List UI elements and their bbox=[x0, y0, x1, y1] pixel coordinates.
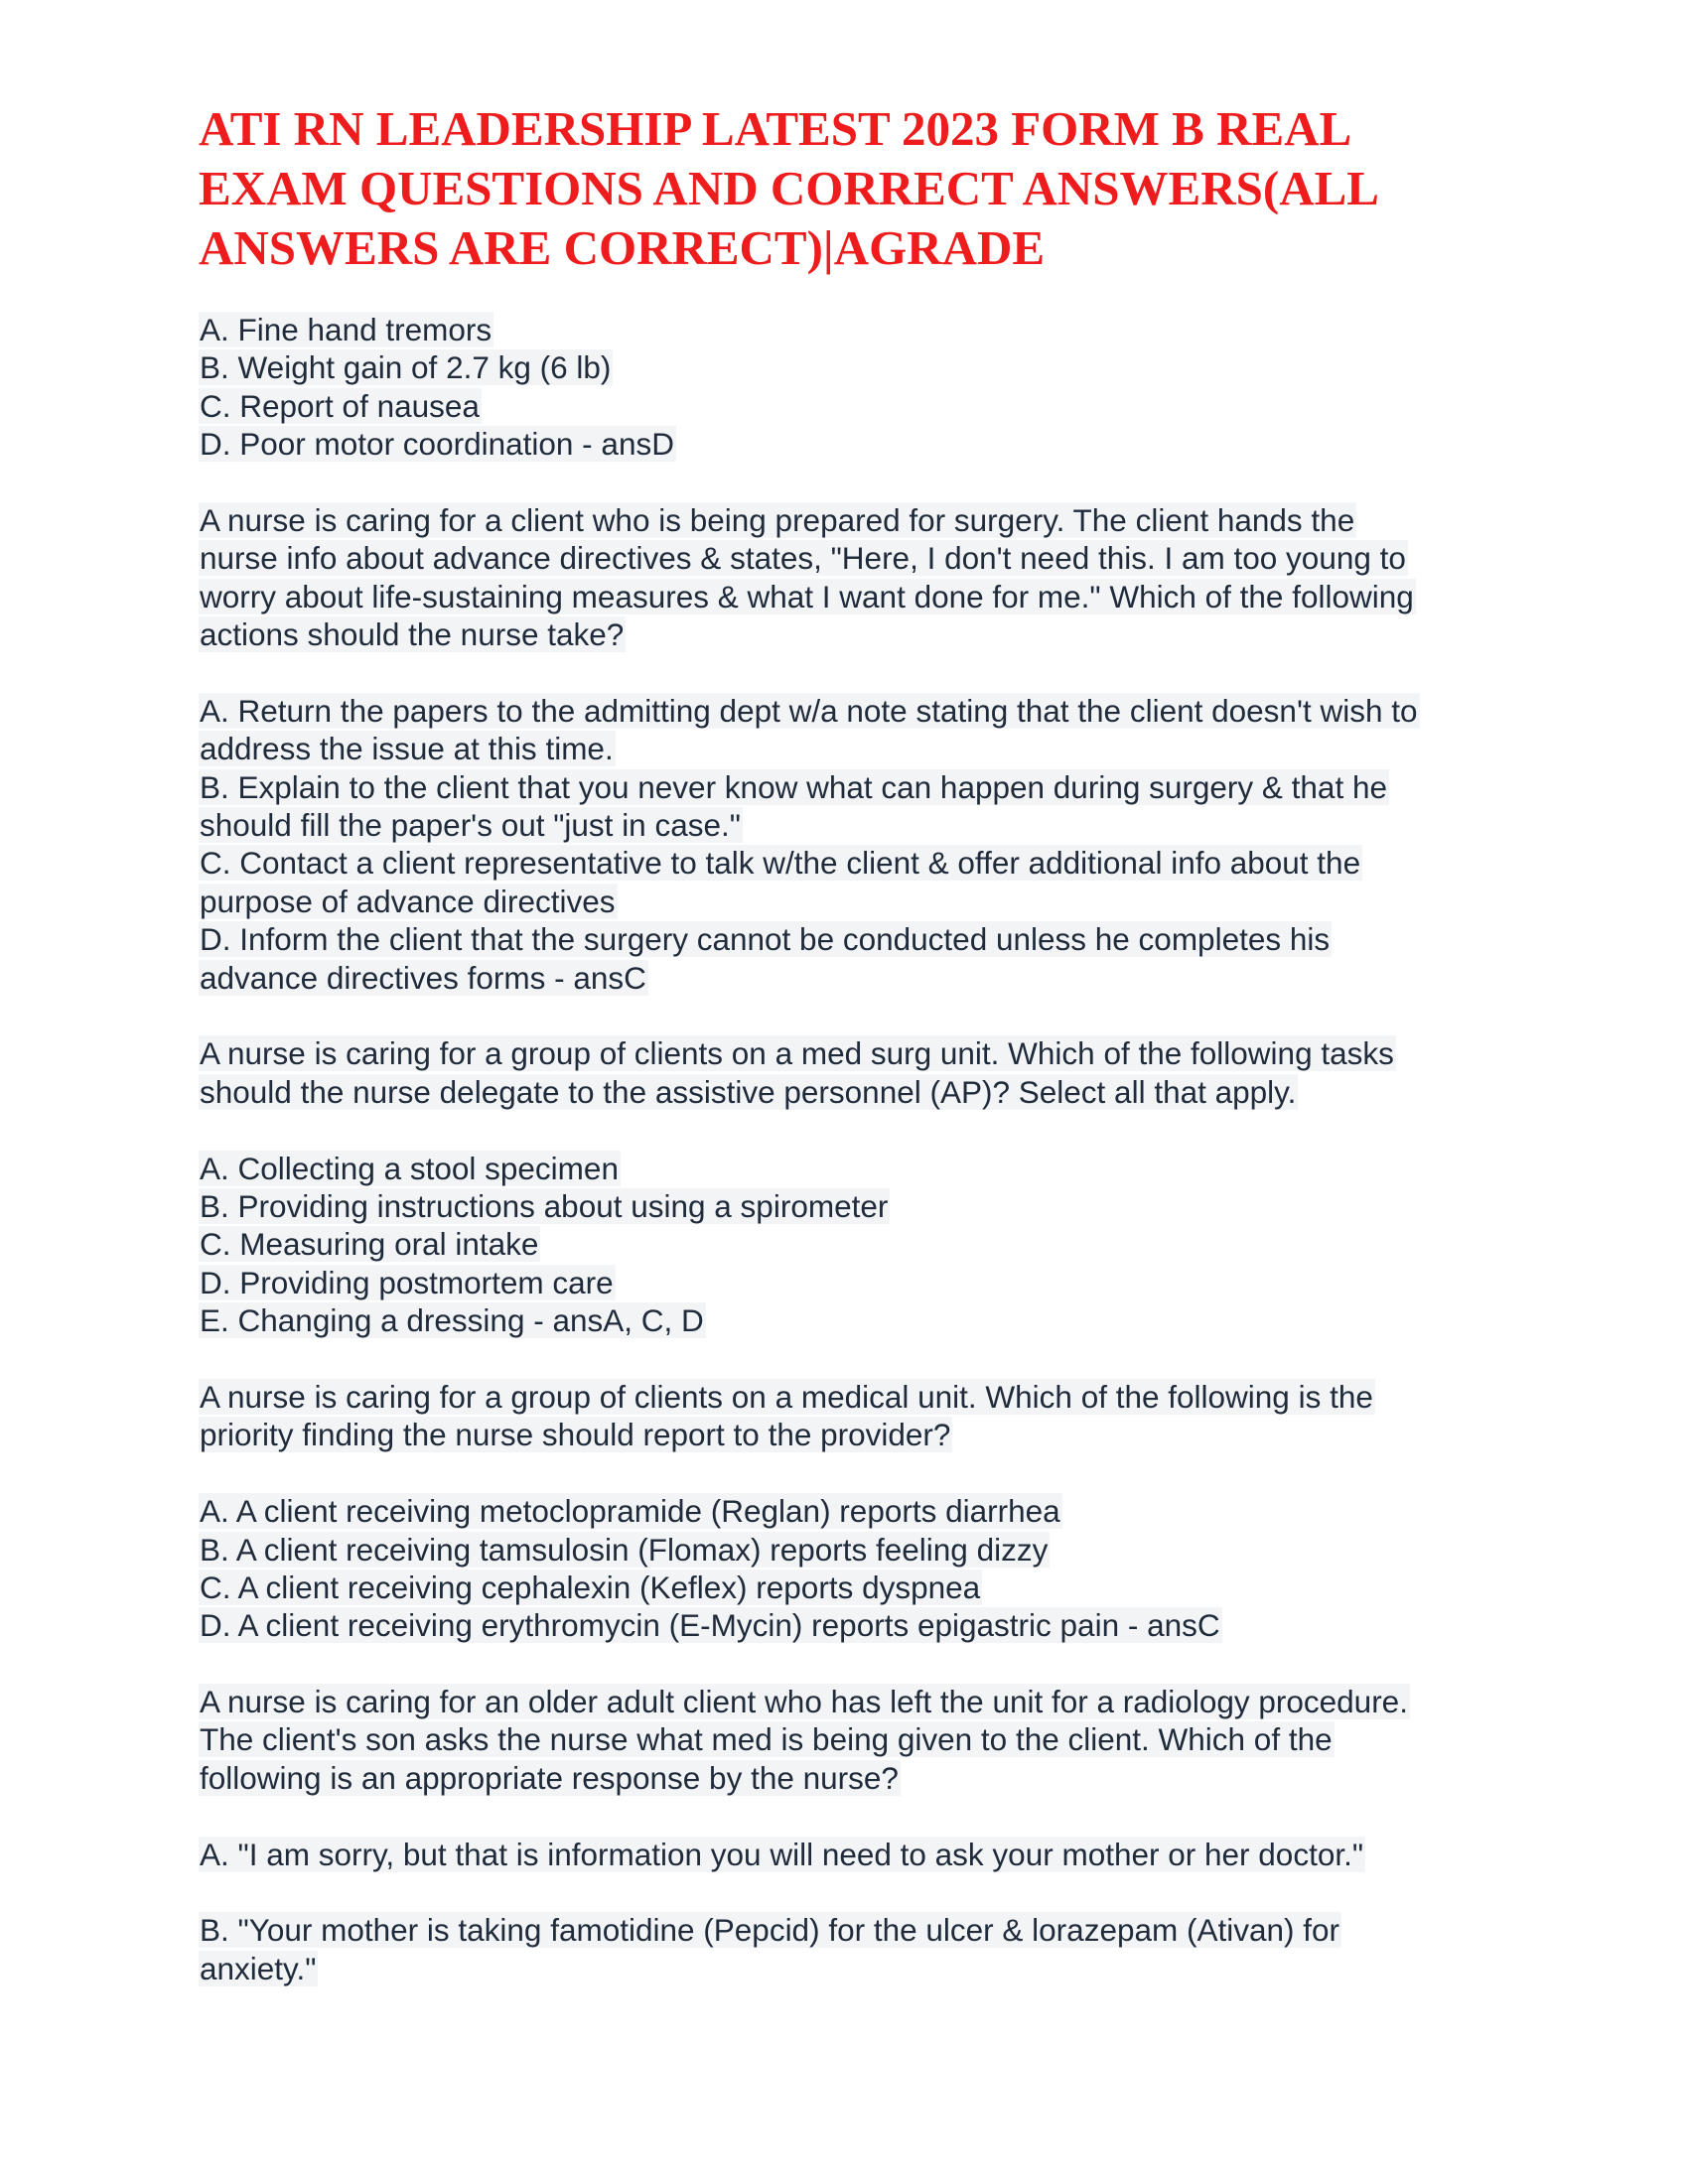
question-text bbox=[199, 1034, 1519, 1111]
paragraph-gap bbox=[199, 1340, 1519, 1378]
text-line: should the nurse delegate to the assistive personnel (AP)? Select all that apply. bbox=[200, 1073, 1297, 1110]
text-line: B. A client receiving tamsulosin (Flomax) reports feeling dizzy bbox=[200, 1531, 1049, 1568]
text-line: D. Providing postmortem care bbox=[200, 1264, 614, 1300]
document-title bbox=[199, 99, 1509, 278]
text-line: D. A client receiving erythromycin (E-Mycin) reports epigastric pain - ansC bbox=[200, 1607, 1220, 1644]
answer-options bbox=[199, 1150, 1519, 1340]
text-line: B. "Your mother is taking famotidine (Pepcid) for the ulcer & lorazepam (Ativan) for bbox=[200, 1912, 1340, 1949]
text-line: should fill the paper's out "just in case." bbox=[200, 807, 741, 844]
text-line: D. Poor motor coordination - ansD bbox=[200, 426, 674, 463]
text-line: B. Providing instructions about using a spirometer bbox=[200, 1187, 889, 1224]
text-line: C. Measuring oral intake bbox=[200, 1226, 539, 1263]
text-line: C. Report of nausea bbox=[200, 387, 480, 424]
answer-options bbox=[199, 692, 1519, 997]
answer-options bbox=[199, 1836, 1519, 1873]
text-line: A. Return the papers to the admitting dept w/a note stating that the client doesn't wish to bbox=[200, 692, 1418, 729]
text-line: purpose of advance directives bbox=[200, 883, 616, 919]
text-line: A nurse is caring for a group of clients on a medical unit. Which of the following is the bbox=[200, 1378, 1373, 1415]
text-line: actions should the nurse take? bbox=[200, 616, 625, 653]
title-line: EXAM QUESTIONS AND CORRECT ANSWERS(ALL bbox=[199, 161, 1379, 215]
text-line: C. A client receiving cephalexin (Keflex) reports dyspnea bbox=[200, 1569, 981, 1605]
text-line: address the issue at this time. bbox=[200, 731, 614, 767]
text-line: worry about life-sustaining measures & what I want done for me." Which of the following bbox=[200, 578, 1414, 614]
paragraph-gap bbox=[199, 997, 1519, 1034]
answer-options bbox=[199, 1911, 1519, 1987]
text-line: A. Collecting a stool specimen bbox=[200, 1150, 619, 1186]
title-line: ANSWERS ARE CORRECT)|AGRADE bbox=[199, 220, 1046, 275]
text-line: B. Weight gain of 2.7 kg (6 lb) bbox=[200, 349, 612, 386]
text-line: nurse info about advance directives & states, "Here, I don't need this. I am too young to bbox=[200, 540, 1406, 577]
text-line: A nurse is caring for an older adult client who has left the unit for a radiology procedure. bbox=[200, 1684, 1408, 1720]
document-body bbox=[199, 311, 1519, 1987]
answer-options bbox=[199, 1492, 1519, 1645]
paragraph-gap bbox=[199, 654, 1519, 692]
title-line: ATI RN LEADERSHIP LATEST 2023 FORM B REAL bbox=[199, 101, 1352, 156]
text-line: The client's son asks the nurse what med is being given to the client. Which of the bbox=[200, 1721, 1333, 1758]
paragraph-gap bbox=[199, 464, 1519, 501]
paragraph-gap bbox=[199, 1454, 1519, 1492]
paragraph-gap bbox=[199, 1797, 1519, 1835]
answer-options bbox=[199, 311, 1519, 464]
text-line: A. A client receiving metoclopramide (Reglan) reports diarrhea bbox=[200, 1493, 1060, 1530]
text-line: D. Inform the client that the surgery cannot be conducted unless he completes his bbox=[200, 921, 1331, 958]
text-line: E. Changing a dressing - ansA, C, D bbox=[200, 1302, 704, 1339]
question-text bbox=[199, 1683, 1519, 1797]
text-line: advance directives forms - ansC bbox=[200, 959, 646, 996]
question-text bbox=[199, 1378, 1519, 1454]
question-text bbox=[199, 501, 1519, 654]
paragraph-gap bbox=[199, 1873, 1519, 1911]
text-line: A. "I am sorry, but that is information you will need to ask your mother or her doctor." bbox=[200, 1836, 1364, 1872]
text-line: A nurse is caring for a client who is being prepared for surgery. The client hands the bbox=[200, 501, 1355, 538]
text-line: priority finding the nurse should report to the provider? bbox=[200, 1417, 951, 1453]
text-line: anxiety." bbox=[200, 1950, 317, 1986]
paragraph-gap bbox=[199, 1111, 1519, 1149]
text-line: A nurse is caring for a group of clients on a med surg unit. Which of the following tasks bbox=[200, 1035, 1394, 1072]
text-line: following is an appropriate response by the nurse? bbox=[200, 1759, 899, 1796]
text-line: B. Explain to the client that you never know what can happen during surgery & that he bbox=[200, 768, 1387, 805]
paragraph-gap bbox=[199, 1645, 1519, 1683]
text-line: A. Fine hand tremors bbox=[200, 312, 492, 347]
text-line: C. Contact a client representative to talk w/the client & offer additional info about the bbox=[200, 845, 1361, 882]
